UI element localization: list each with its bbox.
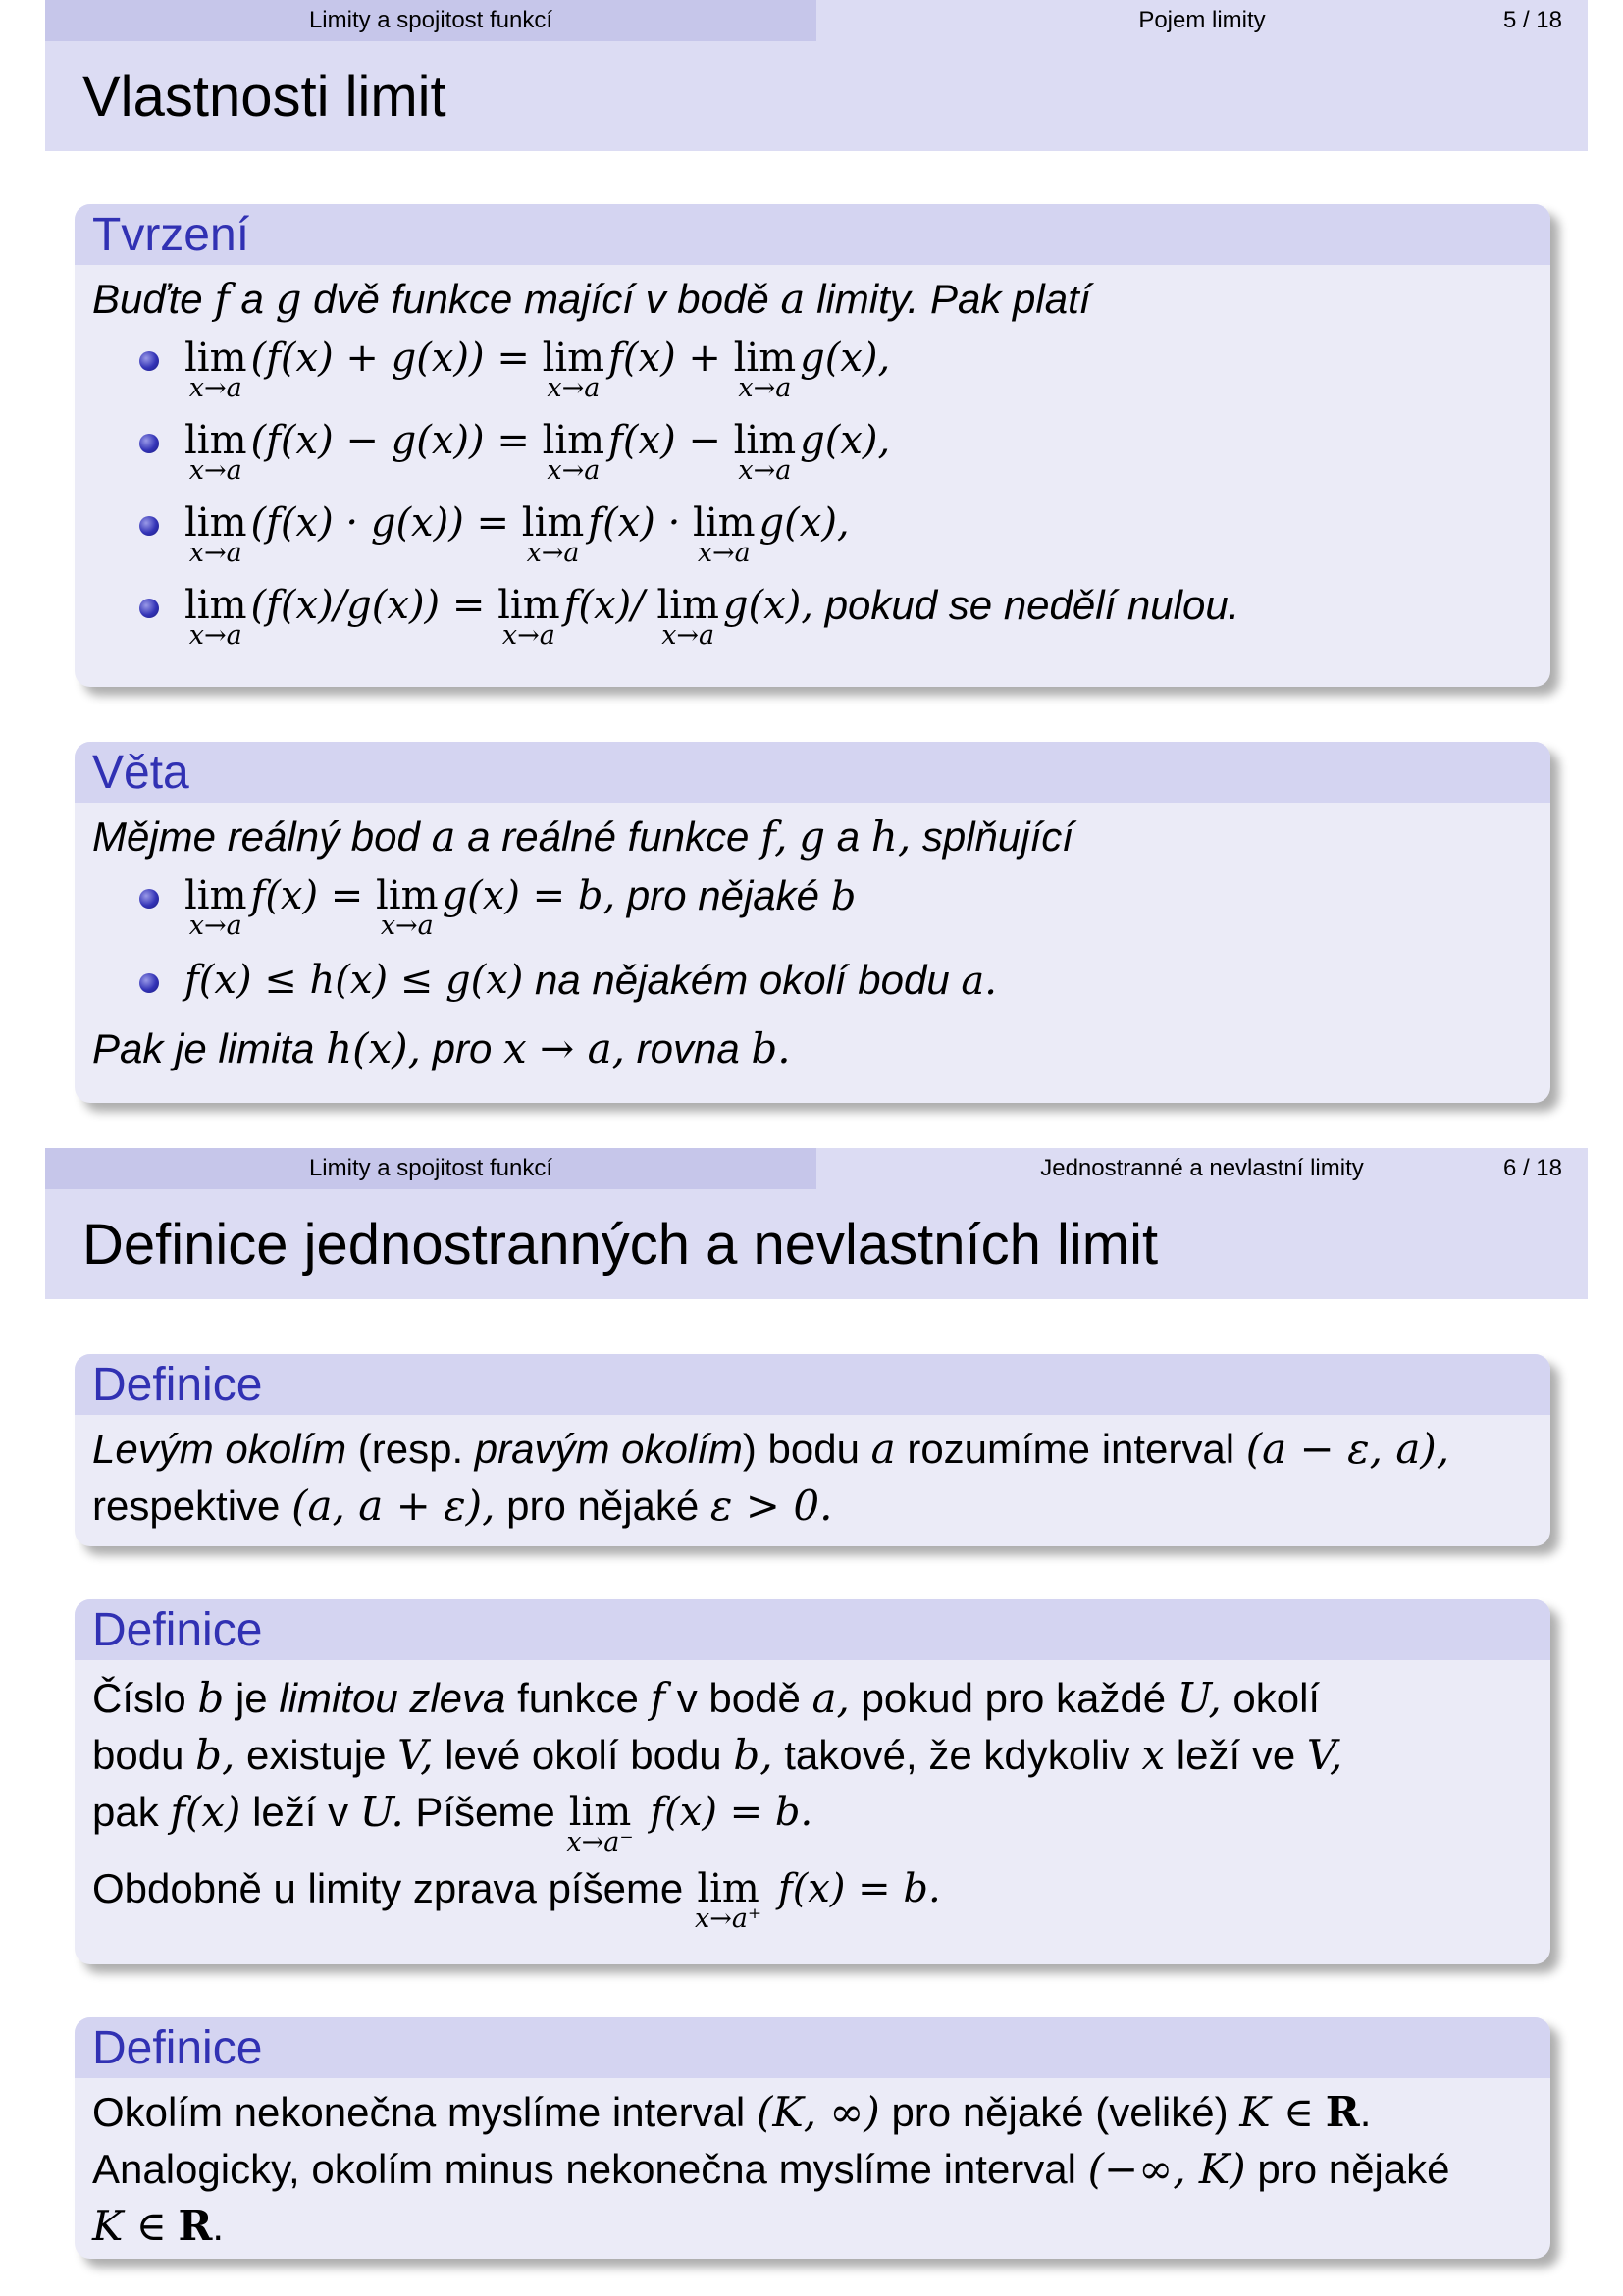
block-title: Tvrzení — [75, 204, 1550, 265]
math-hx: h(x), — [326, 1024, 421, 1072]
lim-subscript: x→a — [188, 538, 242, 568]
lim-subscript: x→a — [738, 373, 792, 403]
text: Buďte — [92, 276, 203, 322]
text: splňující — [921, 813, 1073, 860]
definition-line — [92, 2198, 1533, 2255]
formula-condition: pokud se nedělí nulou. — [824, 582, 1240, 628]
text: pro nějaké — [1257, 2146, 1450, 2192]
text: a — [836, 813, 861, 860]
text: a — [240, 276, 264, 322]
page-number: 5 / 18 — [1502, 7, 1562, 33]
definition-block-left-limit — [75, 1599, 1550, 1964]
lim-subscript: x→a — [526, 538, 580, 568]
math-f: f — [214, 275, 230, 323]
formula-term: f(x)/ — [563, 583, 645, 628]
frame-title — [45, 41, 1588, 151]
theorem-block — [75, 204, 1550, 687]
definition-block-infinity-neighborhood — [75, 2017, 1550, 2259]
text: funkce — [517, 1675, 639, 1721]
headline-subsection — [816, 0, 1588, 41]
formula-term: g(x) = b, — [442, 873, 616, 918]
formula — [184, 495, 850, 568]
lim-operator: lim — [184, 873, 247, 918]
text: (resp. — [357, 1426, 464, 1472]
lim-operator: lim — [542, 336, 605, 381]
formula-lhs: (f(x)/g(x)) = — [250, 583, 486, 628]
list-item — [92, 412, 1533, 495]
lim-subscript: x→a — [661, 620, 715, 651]
lim-subscript: x→a — [738, 455, 792, 486]
math-U: U. — [359, 1788, 404, 1836]
formula-term: f(x) · — [588, 500, 681, 546]
math-g: g — [799, 812, 826, 861]
block-body — [75, 803, 1550, 1091]
conditions-list — [92, 867, 1533, 1020]
block-body — [75, 265, 1550, 673]
lim-subscript: x→a — [697, 538, 751, 568]
block-title: Definice — [75, 1599, 1550, 1660]
page-title: Vlastnosti limit — [82, 64, 446, 129]
theorem-block-squeeze — [75, 742, 1550, 1103]
math-K-in: K ∈ — [92, 2202, 167, 2250]
lim-subscript: x→a — [501, 620, 555, 651]
math-interval-right: (a, a + ε), — [291, 1482, 496, 1530]
formula-term: f(x) ≤ h(x) ≤ g(x) — [184, 958, 524, 1003]
text: dvě funkce mající v bodě — [313, 276, 769, 322]
math-a: a, — [812, 1674, 850, 1722]
lim-operator: lim — [184, 418, 247, 463]
formula-term: g(x), — [759, 500, 850, 546]
term-right-neighborhood: pravým okolím — [474, 1426, 743, 1472]
text: limity. Pak platí — [816, 276, 1091, 322]
page-title: Definice jednostranných a nevlastních limit — [82, 1212, 1159, 1277]
math-epsilon: ε > 0. — [709, 1482, 833, 1530]
text: Pak je limita — [92, 1025, 315, 1071]
math-x: x — [1141, 1731, 1166, 1779]
definition-line — [92, 1784, 1533, 1860]
formula-term: g(x), — [722, 583, 814, 628]
math-b: b. — [751, 1024, 791, 1072]
block-title: Věta — [75, 742, 1550, 803]
text: a reálné funkce — [467, 813, 750, 860]
lim-operator: lim — [184, 500, 247, 546]
text: existuje — [246, 1732, 387, 1778]
lim-operator: lim — [656, 583, 719, 628]
math-f: f — [650, 1674, 666, 1722]
text: . — [212, 2203, 225, 2249]
definition-block-one-sided-neighborhood — [75, 1354, 1550, 1546]
lim-operator: lim — [733, 336, 797, 381]
definition-line — [92, 1670, 1533, 1727]
text: leží ve — [1176, 1732, 1296, 1778]
term-left-limit: limitou zleva — [279, 1675, 506, 1721]
math-b: b, — [195, 1731, 236, 1779]
bullet-icon — [139, 434, 159, 453]
headline — [45, 0, 1588, 41]
formula-term: g(x), — [800, 418, 891, 463]
formula-lhs: (f(x) + g(x)) = — [250, 336, 530, 381]
lim-operator: lim — [184, 336, 247, 381]
formula — [184, 952, 523, 1009]
theorem-conclusion — [92, 1020, 1533, 1077]
text: pro — [432, 1025, 493, 1071]
math-b: b — [830, 874, 857, 919]
math-reals: R — [1325, 2088, 1360, 2136]
headline — [45, 1148, 1588, 1189]
lim-subscript: x→a — [547, 373, 601, 403]
text: Mějme reálný bod — [92, 813, 420, 860]
text: okolí — [1232, 1675, 1321, 1721]
text: pak — [92, 1789, 159, 1835]
lim-operator: lim — [497, 583, 560, 628]
math-a: a. — [961, 959, 997, 1004]
math-interval-K-inf: (K, ∞) — [756, 2088, 880, 2136]
lim-subscript: x→a — [188, 911, 242, 941]
text: pro nějaké — [506, 1483, 700, 1529]
page-number: 6 / 18 — [1502, 1155, 1562, 1181]
lim-subscript: x→a — [188, 620, 242, 651]
definition-line — [92, 2084, 1533, 2141]
block-title: Definice — [75, 1354, 1550, 1415]
bullet-icon — [139, 516, 159, 536]
formula-term: g(x), — [800, 336, 891, 381]
list-item — [92, 577, 1533, 659]
definition-line — [92, 1727, 1533, 1784]
definition-line — [92, 1860, 1533, 1934]
formula-lhs: (f(x) · g(x)) = — [250, 500, 510, 546]
math-K-in: K ∈ — [1239, 2088, 1315, 2136]
text: Píšeme — [415, 1789, 555, 1835]
math-g: g — [275, 275, 302, 323]
lim-operator: lim — [542, 418, 605, 463]
text: ) bodu — [742, 1426, 860, 1472]
math-b: b, — [733, 1731, 773, 1779]
block-body — [75, 2078, 1550, 2259]
math-interval-left: (a − ε, a), — [1245, 1425, 1450, 1473]
text: pro nějaké (veliké) — [891, 2089, 1229, 2135]
text: . — [1359, 2089, 1372, 2135]
formula — [184, 412, 891, 486]
headline-subsection — [816, 1148, 1588, 1189]
block-title: Definice — [75, 2017, 1550, 2078]
limit-rules-list — [92, 330, 1533, 659]
text: je — [235, 1675, 268, 1721]
text: na nějakém okolí bodu — [535, 957, 950, 1003]
bullet-icon — [139, 351, 159, 371]
text: pokud pro každé — [861, 1675, 1167, 1721]
term-left-neighborhood: Levým okolím — [92, 1426, 347, 1472]
text: takové, že kdykoliv — [784, 1732, 1130, 1778]
math-U: U, — [1177, 1674, 1222, 1722]
headline-section: Limity a spojitost funkcí — [45, 0, 816, 41]
math-x-to-a: x → a, — [502, 1024, 625, 1072]
text: rovna — [636, 1025, 740, 1071]
lim-operator: lim — [376, 873, 439, 918]
formula-right-limit — [694, 1860, 941, 1934]
math-h: h, — [870, 812, 912, 861]
formula-term: f(x) − — [608, 418, 721, 463]
headline-subsection-label: Pojem limity — [1138, 7, 1266, 33]
math-b: b — [197, 1674, 225, 1722]
formula-lhs: (f(x) − g(x)) = — [250, 418, 530, 463]
slide-6 — [0, 1148, 1623, 2296]
formula — [184, 867, 616, 941]
lim-operator: lim — [693, 500, 756, 546]
lim-subscript: x→a — [380, 911, 434, 941]
math-fx: f(x) — [170, 1788, 241, 1836]
text: Okolím nekonečna myslíme interval — [92, 2089, 746, 2135]
bullet-icon — [139, 599, 159, 618]
theorem-intro — [92, 271, 1533, 328]
lim-operator: lim — [184, 583, 247, 628]
bullet-icon — [139, 889, 159, 909]
text: bodu — [92, 1732, 184, 1778]
list-item — [92, 952, 1533, 1020]
text: Analogicky, okolím minus nekonečna myslíme interval — [92, 2146, 1076, 2192]
theorem-intro — [92, 809, 1533, 865]
formula-left-limit — [566, 1784, 813, 1857]
bullet-icon — [139, 973, 159, 993]
math-f: f, — [760, 812, 788, 861]
list-item — [92, 495, 1533, 577]
formula-term: f(x) = b. — [777, 1866, 941, 1911]
definition-line — [92, 2141, 1533, 2198]
lim-subscript: x→a⁺ — [694, 1904, 762, 1934]
text: leží v — [252, 1789, 349, 1835]
text: rozumíme interval — [907, 1426, 1235, 1472]
list-item — [92, 867, 1533, 952]
text: respektive — [92, 1483, 281, 1529]
text: Číslo — [92, 1675, 186, 1721]
block-body — [75, 1660, 1550, 1943]
lim-subscript: x→a⁻ — [566, 1827, 634, 1857]
text: levé okolí bodu — [445, 1732, 722, 1778]
lim-subscript: x→a — [188, 455, 242, 486]
headline-subsection-label: Jednostranné a nevlastní limity — [1040, 1155, 1364, 1181]
lim-operator: lim — [521, 500, 585, 546]
block-body — [75, 1415, 1550, 1546]
text: pro nějaké — [626, 872, 820, 918]
math-V: V, — [1306, 1731, 1343, 1779]
math-interval-minus-inf-K: (−∞, K) — [1087, 2145, 1246, 2193]
lim-operator: lim — [568, 1790, 632, 1835]
formula-term: f(x) = — [250, 873, 364, 918]
math-reals: R — [178, 2202, 213, 2250]
math-a: a — [870, 1425, 896, 1473]
formula-term: f(x) = b. — [650, 1790, 813, 1835]
headline-section: Limity a spojitost funkcí — [45, 1148, 816, 1189]
lim-operator: lim — [733, 418, 797, 463]
text: v bodě — [676, 1675, 801, 1721]
math-a: a — [780, 275, 806, 323]
text: Obdobně u limity zprava píšeme — [92, 1865, 684, 1911]
frame-title — [45, 1189, 1588, 1299]
math-a: a — [431, 812, 456, 861]
list-item — [92, 330, 1533, 412]
lim-subscript: x→a — [547, 455, 601, 486]
formula-term: f(x) + — [608, 336, 721, 381]
lim-subscript: x→a — [188, 373, 242, 403]
math-V: V, — [397, 1731, 434, 1779]
lim-operator: lim — [697, 1866, 759, 1911]
formula — [184, 330, 891, 403]
formula — [184, 577, 814, 651]
